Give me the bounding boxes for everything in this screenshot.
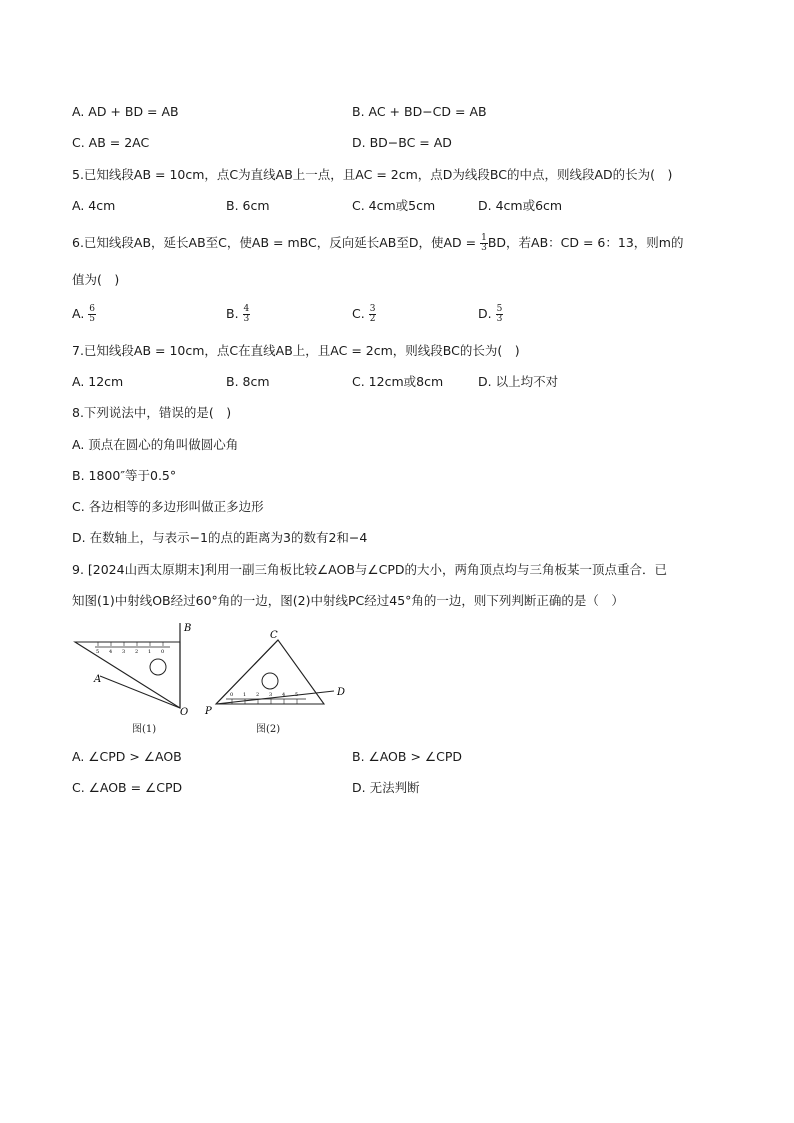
- q9-figure-2: [202, 628, 352, 718]
- fig1-ray-oa: [100, 676, 180, 708]
- fig1-label-a: A: [94, 674, 102, 685]
- q6-option-c-num: 3: [369, 304, 376, 314]
- fig2-label-d: D: [337, 687, 346, 698]
- q6-option-b-den: 3: [243, 314, 250, 324]
- q6-stem-line2: 值为( ): [72, 272, 120, 287]
- q5-stem: 5.已知线段AB = 10cm，点C为直线AB上一点，且AC = 2cm，点D为线段BC的中点，则线段AD的长为( ): [72, 167, 673, 182]
- q6-option-a-label: A.: [72, 306, 85, 321]
- fig1-triangle-board: [75, 642, 180, 708]
- q9-option-a[interactable]: A. ∠CPD > ∠AOB: [72, 749, 182, 764]
- q6-option-b-num: 4: [243, 304, 250, 314]
- q6-option-a-den: 5: [89, 314, 96, 324]
- q6-option-a-fraction: [88, 305, 96, 324]
- q9-stem-line1: 9. [2024山西太原期末]利用一副三角板比较∠AOB与∠CPD的大小，两角顶点均与三角板某一顶点重合．已: [72, 562, 668, 577]
- fig1-tick-0: 0: [161, 649, 165, 655]
- q5-option-d[interactable]: D. 4cm或6cm: [478, 198, 563, 213]
- q4-option-c[interactable]: C. AB = 2AC: [72, 135, 150, 150]
- q7-stem: 7.已知线段AB = 10cm，点C在直线AB上，且AC = 2cm，则线段BC的长为( ): [72, 343, 520, 358]
- fig2-tick-4: 4: [282, 692, 286, 698]
- fig1-tick-5: 5: [96, 649, 100, 655]
- fig2-tick-0: 0: [230, 692, 234, 698]
- q6-option-d-num: 5: [496, 304, 503, 314]
- q6-stem: [72, 234, 683, 253]
- q7-option-a[interactable]: A. 12cm: [72, 374, 124, 389]
- q4-option-d[interactable]: D. BD−BC = AD: [352, 135, 452, 150]
- q9-option-b[interactable]: B. ∠AOB > ∠CPD: [352, 749, 462, 764]
- q6-option-b[interactable]: [226, 305, 250, 324]
- q6-option-d-fraction: [496, 305, 504, 324]
- q8-option-b[interactable]: B. 1800″等于0.5°: [72, 468, 177, 483]
- fig2-tick-3: 3: [269, 692, 273, 698]
- fig2-tick-2: 2: [256, 692, 260, 698]
- q6-option-d-den: 3: [496, 314, 503, 324]
- q8-option-d[interactable]: D. 在数轴上，与表示−1的点的距离为3的数有2和−4: [72, 530, 368, 545]
- q9-fig2-caption: 图(2): [256, 724, 281, 735]
- q6-option-a[interactable]: [72, 305, 96, 324]
- fig1-tick-3: 3: [122, 649, 126, 655]
- fig2-label-p: P: [205, 706, 212, 717]
- q9-option-c[interactable]: C. ∠AOB = ∠CPD: [72, 780, 183, 795]
- q9-stem-line2: 知图(1)中射线OB经过60°角的一边，图(2)中射线PC经过45°角的一边，则下列判断正确的是（ ）: [72, 593, 624, 608]
- fig2-ray-pd: [216, 691, 334, 704]
- q6-stem-frac-den: 3: [481, 243, 487, 253]
- q8-stem: 8.下列说法中，错误的是( ): [72, 405, 232, 420]
- q9-figure-1: [70, 620, 200, 715]
- q6-option-b-fraction: [243, 305, 251, 324]
- q6-stem-part2: BD，若AB：CD = 6：13，则m的: [487, 235, 684, 250]
- fig2-circle-hole: [262, 673, 278, 689]
- q6-stem-fraction: [480, 234, 488, 253]
- q6-option-c-fraction: [369, 305, 377, 324]
- q7-option-b[interactable]: B. 8cm: [226, 374, 270, 389]
- q5-option-a[interactable]: A. 4cm: [72, 198, 116, 213]
- q6-option-d-label: D.: [478, 306, 492, 321]
- q9-option-d[interactable]: D. 无法判断: [352, 780, 420, 795]
- fig1-circle-hole: [150, 659, 166, 675]
- q4-option-b[interactable]: B. AC + BD−CD = AB: [352, 104, 487, 119]
- fig1-ruler-ticks: [98, 642, 163, 646]
- fig1-tick-1: 1: [148, 649, 152, 655]
- q6-stem-frac-num: 1: [481, 233, 487, 243]
- q6-option-c[interactable]: [352, 305, 376, 324]
- q6-option-b-label: B.: [226, 306, 239, 321]
- q6-option-d[interactable]: [478, 305, 503, 324]
- fig1-label-b: B: [184, 623, 192, 634]
- q6-option-c-label: C.: [352, 306, 365, 321]
- q6-option-a-num: 6: [89, 304, 96, 314]
- q9-fig1-caption: 图(1): [132, 724, 157, 735]
- q5-option-b[interactable]: B. 6cm: [226, 198, 270, 213]
- fig1-label-o: O: [180, 707, 189, 715]
- fig2-label-c: C: [270, 630, 278, 641]
- fig1-tick-2: 2: [135, 649, 139, 655]
- q7-option-c[interactable]: C. 12cm或8cm: [352, 374, 444, 389]
- q4-option-a[interactable]: A. AD + BD = AB: [72, 104, 179, 119]
- q5-option-c[interactable]: C. 4cm或5cm: [352, 198, 436, 213]
- q6-stem-part1: 6.已知线段AB，延长AB至C，使AB = mBC，反向延长AB至D，使AD =: [72, 235, 481, 250]
- fig1-tick-4: 4: [109, 649, 113, 655]
- fig2-tick-1: 1: [243, 692, 247, 698]
- q7-option-d[interactable]: D. 以上均不对: [478, 374, 559, 389]
- q6-option-c-den: 2: [369, 314, 376, 324]
- q8-option-c[interactable]: C. 各边相等的多边形叫做正多边形: [72, 499, 264, 514]
- q8-option-a[interactable]: A. 顶点在圆心的角叫做圆心角: [72, 437, 239, 452]
